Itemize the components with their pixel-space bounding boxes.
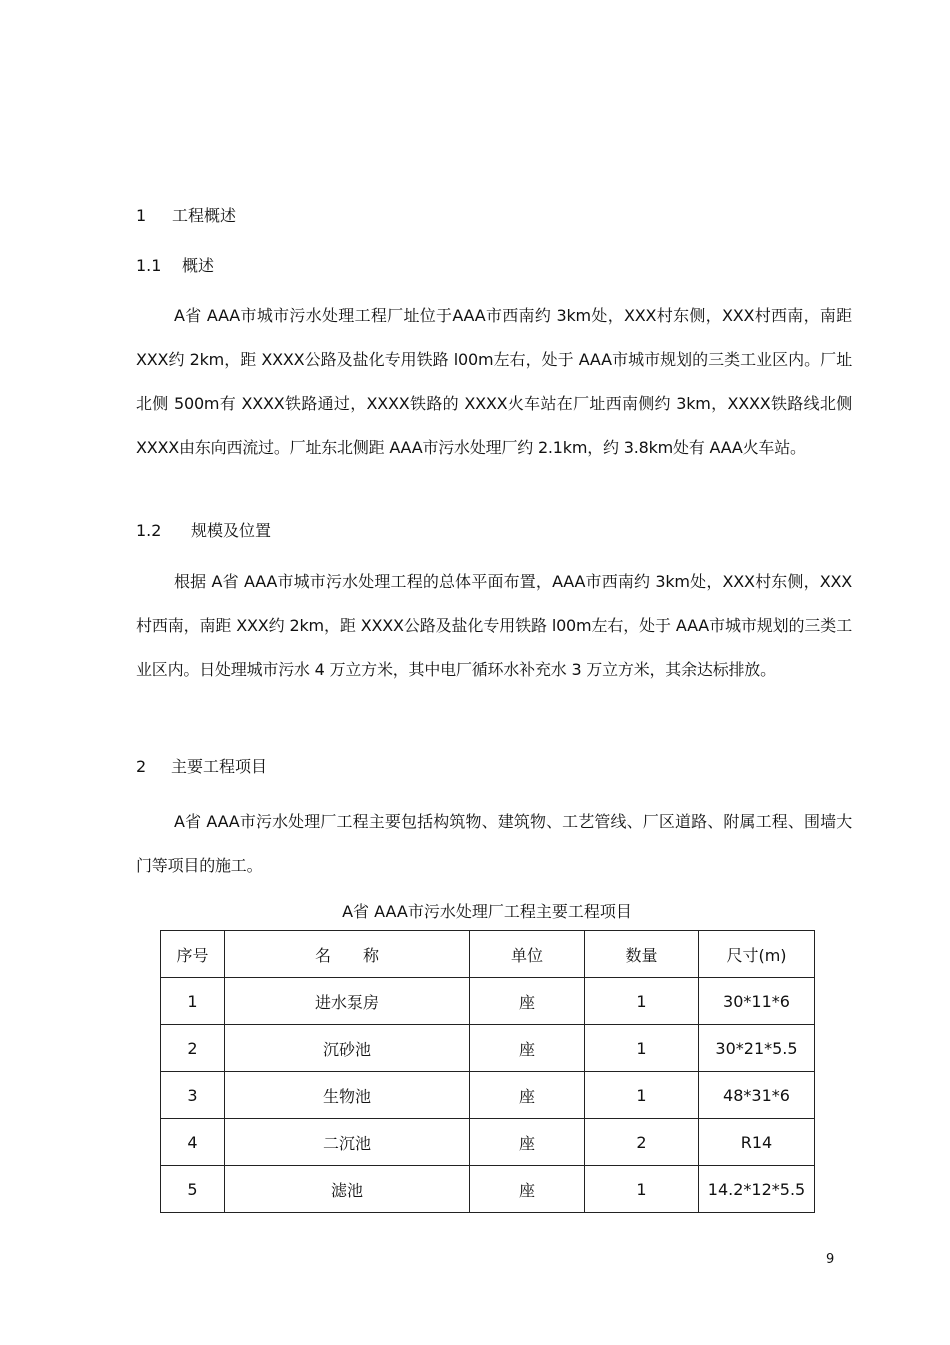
section-number: 2 bbox=[136, 757, 147, 776]
header-name: 名 称 bbox=[225, 931, 470, 978]
cell-unit: 座 bbox=[470, 1072, 585, 1119]
header-unit: 单位 bbox=[470, 931, 585, 978]
cell-quantity: 1 bbox=[585, 1025, 699, 1072]
cell-size: R14 bbox=[699, 1119, 815, 1166]
cell-unit: 座 bbox=[470, 978, 585, 1025]
table-row bbox=[161, 1072, 815, 1119]
header-index: 序号 bbox=[161, 931, 225, 978]
section-heading-1-1 bbox=[136, 254, 214, 278]
cell-index: 5 bbox=[161, 1166, 225, 1213]
cell-unit: 座 bbox=[470, 1166, 585, 1213]
cell-size: 48*31*6 bbox=[699, 1072, 815, 1119]
cell-name: 滤池 bbox=[225, 1166, 470, 1213]
section-title: 规模及位置 bbox=[191, 521, 272, 540]
paragraph-main-projects: A省 AAA市污水处理厂工程主要包括构筑物、建筑物、工艺管线、厂区道路、附属工程、围墙大门等项目的施工。 bbox=[136, 812, 852, 875]
cell-index: 3 bbox=[161, 1072, 225, 1119]
section-title: 主要工程项目 bbox=[171, 757, 268, 776]
table-caption: A省 AAA市污水处理厂工程主要工程项目 bbox=[342, 902, 632, 921]
cell-quantity: 1 bbox=[585, 1072, 699, 1119]
header-quantity: 数量 bbox=[585, 931, 699, 978]
table-row bbox=[161, 1166, 815, 1213]
table-header-row bbox=[161, 931, 815, 978]
section-heading-1 bbox=[136, 204, 236, 228]
section-title: 概述 bbox=[182, 256, 215, 275]
cell-name: 沉砂池 bbox=[225, 1025, 470, 1072]
section-heading-1-2 bbox=[136, 519, 271, 543]
cell-index: 4 bbox=[161, 1119, 225, 1166]
cell-unit: 座 bbox=[470, 1119, 585, 1166]
cell-name: 二沉池 bbox=[225, 1119, 470, 1166]
cell-size: 30*11*6 bbox=[699, 978, 815, 1025]
section-number: 1.1 bbox=[136, 256, 162, 275]
cell-unit: 座 bbox=[470, 1025, 585, 1072]
header-size: 尺寸(m) bbox=[699, 931, 815, 978]
table-row bbox=[161, 1119, 815, 1166]
cell-name: 生物池 bbox=[225, 1072, 470, 1119]
cell-size: 30*21*5.5 bbox=[699, 1025, 815, 1072]
page-number: 9 bbox=[826, 1252, 835, 1267]
project-table bbox=[160, 930, 815, 1213]
cell-size: 14.2*12*5.5 bbox=[699, 1166, 815, 1213]
table-row bbox=[161, 978, 815, 1025]
cell-name: 进水泵房 bbox=[225, 978, 470, 1025]
cell-quantity: 2 bbox=[585, 1119, 699, 1166]
cell-quantity: 1 bbox=[585, 1166, 699, 1213]
cell-index: 2 bbox=[161, 1025, 225, 1072]
section-heading-2 bbox=[136, 755, 267, 779]
paragraph-overview: A省 AAA市城市污水处理工程厂址位于AAA市西南约 3km处，XXX村东侧，XXX村西南，南距 XXX约 2km，距 XXXX公路及盐化专用铁路 l00m左右，处于 AAA市城市规划的三类工业区内。厂址北侧 500m有 XXXX铁路通过，XXXX铁路的 XXXX火车站在厂址西南侧约 3km，XXXX铁路线北侧 XXXX由东向西流过。厂址东北侧距 AAA市污水处理厂约 2.1km，约 3.8km处有 AAA火车站。 bbox=[136, 306, 852, 457]
cell-index: 1 bbox=[161, 978, 225, 1025]
table-row bbox=[161, 1025, 815, 1072]
paragraph-scale-location: 根据 A省 AAA市城市污水处理工程的总体平面布置，AAA市西南约 3km处，XXX村东侧，XXX村西南，南距 XXX约 2km，距 XXXX公路及盐化专用铁路 l00m左右，处于 AAA市城市规划的三类工业区内。日处理城市污水 4 万立方米，其中电厂循环水补充水 3 万立方米，其余达标排放。 bbox=[136, 572, 852, 679]
cell-quantity: 1 bbox=[585, 978, 699, 1025]
section-number: 1.2 bbox=[136, 521, 162, 540]
section-title: 工程概述 bbox=[172, 206, 237, 225]
section-number: 1 bbox=[136, 206, 147, 225]
